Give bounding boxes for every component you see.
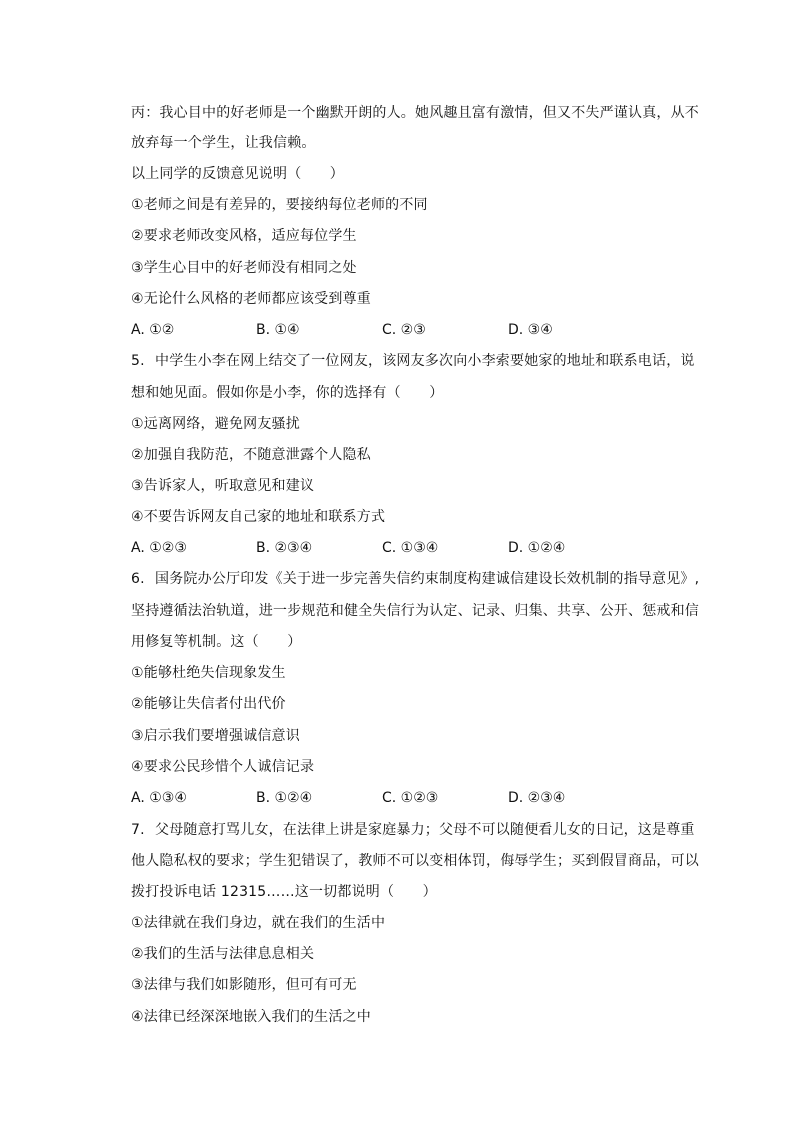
q7-stem-line-2: 他人隐私权的要求；学生犯错误了，教师不可以变相体罚，侮辱学生；买到假冒商品，可以 — [131, 853, 699, 869]
q4-option-a[interactable]: A. ①② — [131, 322, 175, 338]
q5-options — [131, 538, 691, 558]
q7-item-4: ④法律已经深深地嵌入我们的生活之中 — [131, 1009, 371, 1025]
q5-item-1: ①远离网络，避免网友骚扰 — [131, 416, 300, 432]
q6-item-4: ④要求公民珍惜个人诚信记录 — [131, 759, 315, 775]
q4-options — [131, 320, 691, 340]
q5-option-b[interactable]: B. ②③④ — [256, 540, 313, 556]
q5-item-4: ④不要告诉网友自己家的地址和联系方式 — [131, 509, 386, 525]
q7-stem-line-3: 拨打投诉电话 12315……这一切都说明（ ） — [131, 884, 437, 900]
q6-stem-line-2: 坚持遵循法治轨道，进一步规范和健全失信行为认定、记录、归集、共享、公开、惩戒和信 — [131, 603, 699, 619]
q6-option-d[interactable]: D. ②③④ — [508, 790, 566, 806]
q4-item-2: ②要求老师改变风格，适应每位学生 — [131, 228, 357, 244]
q5-option-a[interactable]: A. ①②③ — [131, 540, 187, 556]
q4-item-4: ④无论什么风格的老师都应该受到尊重 — [131, 291, 371, 307]
q4-option-c[interactable]: C. ②③ — [382, 322, 426, 338]
q5-stem-line-1: 5. 中学生小李在网上结交了一位网友，该网友多次向小李索要她家的地址和联系电话，说 — [131, 353, 695, 369]
q4-stem-line-3: 以上同学的反馈意见说明（ ） — [131, 166, 344, 182]
q5-item-2: ②加强自我防范，不随意泄露个人隐私 — [131, 447, 371, 463]
q4-item-3: ③学生心目中的好老师没有相同之处 — [131, 260, 357, 276]
q6-option-c[interactable]: C. ①②③ — [382, 790, 439, 806]
q7-item-2: ②我们的生活与法律息息相关 — [131, 946, 315, 962]
q4-item-1: ①老师之间是有差异的，要接纳每位老师的不同 — [131, 197, 428, 213]
q6-option-a[interactable]: A. ①③④ — [131, 790, 187, 806]
q4-stem-line-1: 丙：我心目中的好老师是一个幽默开朗的人。她风趣且富有激情，但又不失严谨认真，从不 — [131, 105, 699, 121]
q6-options — [131, 788, 691, 808]
q7-item-3: ③法律与我们如影随形，但可有可无 — [131, 977, 357, 993]
q6-item-1: ①能够杜绝失信现象发生 — [131, 665, 286, 681]
q6-stem-line-1: 6. 国务院办公厅印发《关于进一步完善失信约束制度构建诚信建设长效机制的指导意见》, — [131, 571, 700, 587]
q6-item-2: ②能够让失信者付出代价 — [131, 696, 286, 712]
q5-number: 5. — [131, 353, 145, 369]
q4-stem-line-2: 放弃每一个学生，让我信赖。 — [131, 135, 316, 151]
q5-item-3: ③告诉家人，听取意见和建议 — [131, 478, 315, 494]
q6-option-b[interactable]: B. ①②④ — [256, 790, 313, 806]
q7-item-1: ①法律就在我们身边，就在我们的生活中 — [131, 915, 386, 931]
q4-option-d[interactable]: D. ③④ — [508, 322, 553, 338]
q7-number: 7. — [131, 822, 145, 838]
q6-item-3: ③启示我们要增强诚信意识 — [131, 728, 300, 744]
q7-stem-line-1: 7. 父母随意打骂儿女，在法律上讲是家庭暴力；父母不可以随便看儿女的日记，这是尊重 — [131, 822, 695, 838]
q6-number: 6. — [131, 571, 145, 587]
q5-stem-line-2: 想和她见面。假如你是小李，你的选择有（ ） — [131, 385, 444, 401]
q6-stem-line-3: 用修复等机制。这（ ） — [131, 634, 302, 650]
q5-option-c[interactable]: C. ①③④ — [382, 540, 439, 556]
q5-option-d[interactable]: D. ①②④ — [508, 540, 566, 556]
q4-option-b[interactable]: B. ①④ — [256, 322, 300, 338]
